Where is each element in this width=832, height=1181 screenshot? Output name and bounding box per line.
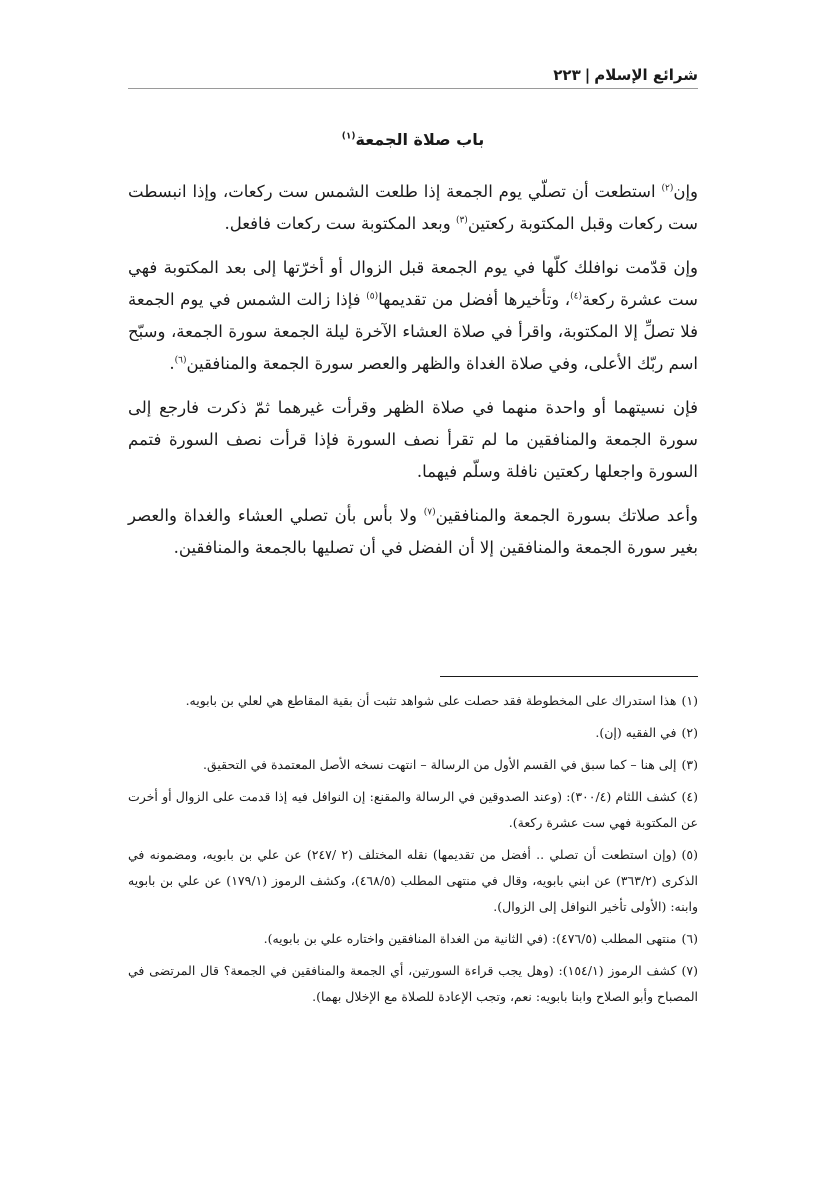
- footnote-number: (٦): [681, 931, 698, 946]
- footnote-divider: [440, 676, 698, 677]
- footnote-ref: (١): [341, 131, 356, 142]
- paragraph-text: وإن: [673, 182, 698, 201]
- paragraph: [128, 500, 698, 564]
- footnote-number: (٤): [681, 789, 698, 804]
- footnote: [128, 784, 698, 836]
- chapter-title-text: باب صلاة الجمعة: [355, 130, 485, 149]
- footnote-ref: (٤): [570, 291, 582, 302]
- footnote-text: كشف الرموز (١٥٤/١): (وهل يجب قراءة السورتين، أي الجمعة والمنافقين في الجمعة؟ قال المرتضى في المصباح وأبو الصلاح وابنا بابويه: نعم، وتجب الإعادة للصلاة مع الإخلال بهما).: [128, 963, 698, 1004]
- footnote-ref: (٦): [174, 355, 187, 366]
- paragraph-text: ولا بأس بأن تصلي العشاء والغداة والعصر بغير سورة الجمعة والمنافقين إلا أن الفضل في أن تصليها بالجمعة والمنافقين.: [128, 506, 698, 557]
- paragraph-text: وأعد صلاتك بسورة الجمعة والمنافقين: [435, 506, 698, 525]
- paragraph: [128, 392, 698, 488]
- paragraph-text: .: [169, 354, 175, 373]
- paragraph-text: وإن قدّمت نوافلك كلّها في يوم الجمعة قبل الزوال أو أخرّتها إلى بعد المكتوبة فهي ست عشرة ركعة: [128, 258, 698, 309]
- footnote-text: كشف اللثام (٣٠٠/٤): (وعند الصدوقين في الرسالة والمقنع: إن النوافل فيه إذا قدمت على الزوال أو أخرت عن المكتوبة فهي ست عشرة ركعة).: [128, 789, 698, 830]
- running-header: [128, 58, 698, 89]
- footnote-text: منتهى المطلب (٤٧٦/٥): (في الثانية من الغداة المنافقين واختاره علي بن بابويه).: [263, 931, 677, 946]
- footnote-number: (١): [681, 693, 698, 708]
- paragraph: [128, 252, 698, 380]
- paragraph-text: فإذا زالت الشمس في يوم الجمعة فلا تصلِّ إلا المكتوبة، واقرأ في صلاة العشاء الآخرة ليلة الجمعة سورة الجمعة، وسبّح اسم ربّك الأعلى، وفي صلاة الغداة والظهر والعصر سورة الجمعة والمنافقين: [128, 290, 698, 373]
- paragraph-text: وبعد المكتوبة ست ركعات فافعل.: [224, 214, 456, 233]
- footnote-number: (٧): [681, 963, 699, 978]
- footnote: [128, 720, 698, 746]
- footnote: [128, 958, 698, 1010]
- footnote-text: في الفقيه (إن).: [595, 725, 677, 740]
- footnote-number: (٥): [681, 847, 698, 862]
- paragraph-text: ، وتأخيرها أفضل من تقديمها: [378, 290, 571, 309]
- footnote: [128, 926, 698, 952]
- footnote-text: إلى هنا – كما سبق في القسم الأول من الرسالة – انتهت نسخه الأصل المعتمدة في التحقيق.: [203, 757, 677, 772]
- footnote-ref: (٧): [423, 507, 436, 518]
- paragraph-text: فإن نسيتهما أو واحدة منهما في صلاة الظهر وقرأت غيرهما ثمّ ذكرت فارجع إلى سورة الجمعة والمنافقين ما لم تقرأ نصف السورة فإذا قرأت نصف السورة فتمم السورة واجعلها ركعتين نافلة وسلّم فيهما.: [128, 398, 698, 481]
- header-book-title: شرائع الإسلام: [594, 66, 698, 84]
- main-text: [128, 176, 698, 576]
- chapter-title: [128, 130, 698, 149]
- header-separator: |: [584, 66, 591, 84]
- footnote-ref: (٣): [455, 215, 468, 226]
- footnote: [128, 842, 698, 920]
- footnote-number: (٢): [681, 725, 698, 740]
- footnotes: [128, 688, 698, 1016]
- footnote-text: هذا استدراك على المخطوطة فقد حصلت على شواهد تثبت أن بقية المقاطع هي لعلي بن بابويه.: [185, 693, 677, 708]
- header-page-number: ٢٢٣: [553, 66, 581, 84]
- footnote-number: (٣): [681, 757, 698, 772]
- footnote-text: (وإن استطعت أن تصلي .. أفضل من تقديمها) نقله المختلف (٢ /٢٤٧) عن علي بن بابويه، ومضمونه في الذكرى (٣٦٣/٢) عن ابني بابويه، وقال في منتهى المطلب (٤٦٨/٥)، وكشف الرموز (١٧٩/١) عن علي بن بابويه وابنه: (الأولى تأخير النوافل إلى الزوال).: [128, 847, 698, 914]
- footnote-ref: (٥): [366, 291, 379, 302]
- footnote: [128, 752, 698, 778]
- paragraph: [128, 176, 698, 240]
- paragraph-text: استطعت أن تصلّي يوم الجمعة إذا طلعت الشمس ست ركعات، وإذا انبسطت ست ركعات وقبل المكتوبة ركعتين: [128, 182, 698, 233]
- footnote: [128, 688, 698, 714]
- footnote-ref: (٢): [661, 183, 674, 194]
